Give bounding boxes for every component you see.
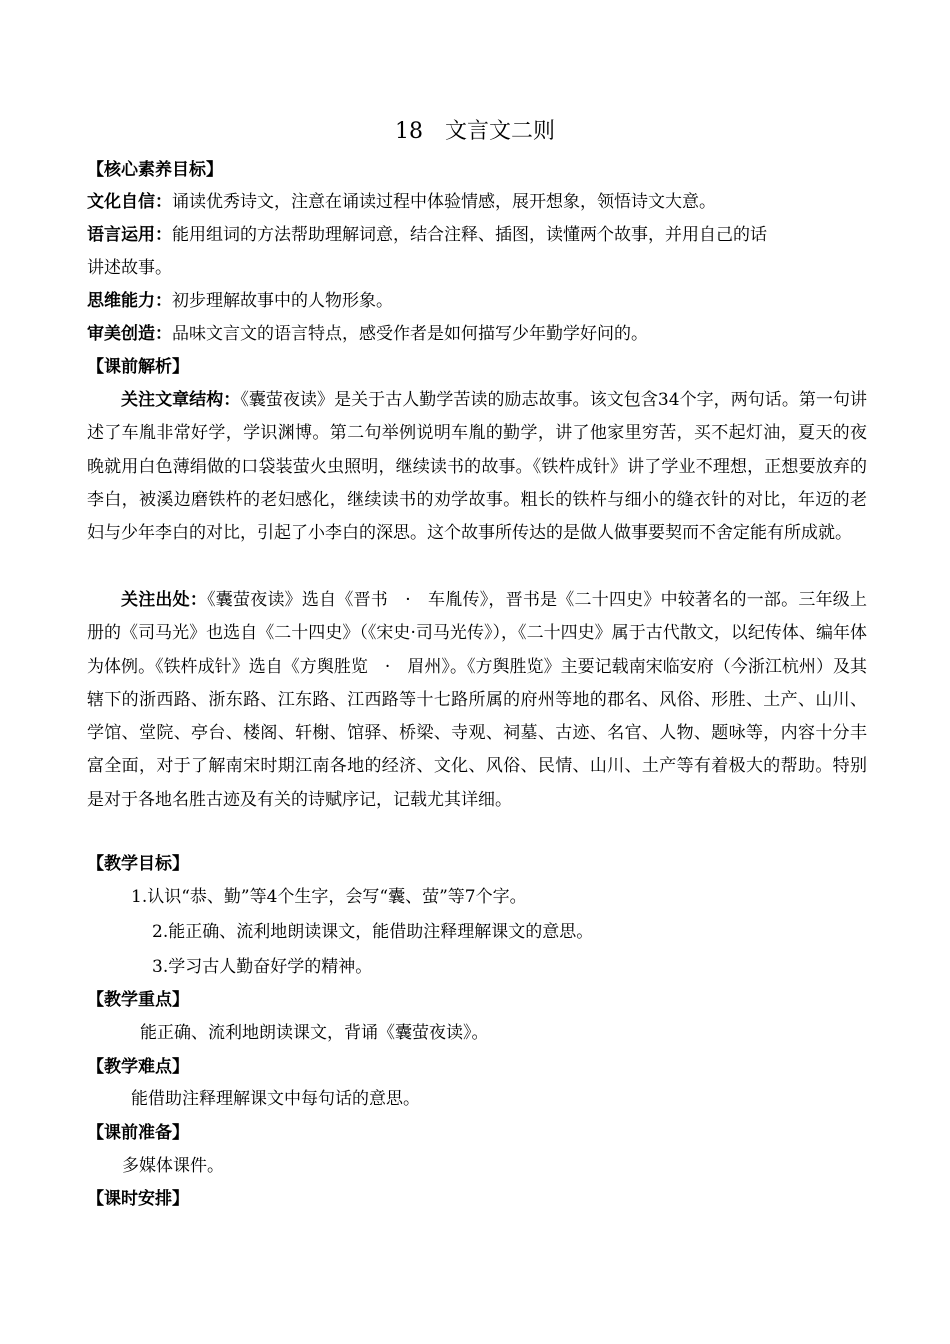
goal-thinking-label: 思维能力： <box>87 291 172 311</box>
analysis-structure-text: 《囊萤夜读》是关于古人勤学苦读的励志故事。该文包含34个字，两句话。第一句讲述了车胤非常好学，学识渊博。第二句举例说明车胤的勤学，讲了他家里穷苦，买不起灯油，夏天的夜晚就用白色薄绢做的口袋装萤火虫照明，继续读书的故事。《铁杵成针》讲了学业不理想，正想要放弃的李白，被溪边磨铁杵的老妇感化，继续读书的劝学故事。粗长的铁杵与细小的缝衣针的对比，年迈的老妇与少年李白的对比，引起了小李白的深思。这个故事所传达的是做人做事要契而不舍定能有所成就。 <box>87 390 867 544</box>
goal-language <box>87 223 867 247</box>
analysis-structure-paragraph <box>87 384 867 550</box>
goal-culture-label: 文化自信： <box>87 192 172 212</box>
analysis-source-paragraph <box>87 584 867 817</box>
teaching-goal-item: 2.能正确、流利地朗读课文，能借助注释理解课文的意思。 <box>152 922 594 942</box>
analysis-structure-label: 关注文章结构： <box>121 390 241 410</box>
analysis-source-text: 《囊萤夜读》选自《晋书 · 车胤传》，晋书是《二十四史》中较著名的一部。三年级上册的《司马光》也选自《二十四史》（《宋史·司马光传》），《二十四史》属于古代散文，以纪传体、编年体为体例。《铁杵成针》选自《方舆胜览 · 眉州》。《方舆胜览》主要记载南宋临安府（今浙江杭州）及其辖下的浙西路、浙东路、江东路、江西路等十七路所属的府州等地的郡名、风俗、形胜、土产、山川、学馆、堂院、亭台、楼阁、轩榭、馆驿、桥梁、寺观、祠墓、古迹、名官、人物、题咏等，内容十分丰富全面，对于了解南宋时期江南各地的经济、文化、风俗、民情、山川、土产等有着极大的帮助。特别是对于各地名胜古迹及有关的诗赋序记，记载尤其详细。 <box>87 590 867 810</box>
goal-culture-text: 诵读优秀诗文，注意在诵读过程中体验情感，展开想象，领悟诗文大意。 <box>172 192 716 212</box>
section-pre-analysis: 【课前解析】 <box>87 357 189 377</box>
section-teaching-goals: 【教学目标】 <box>87 854 189 874</box>
page-title: 18 文言文二则 <box>395 119 555 144</box>
goal-language-label: 语言运用： <box>87 225 172 245</box>
goal-culture <box>87 190 867 214</box>
section-preparation: 【课前准备】 <box>87 1123 189 1143</box>
analysis-source-label: 关注出处： <box>121 590 208 610</box>
goal-language-cont: 讲述故事。 <box>87 258 172 278</box>
goal-thinking <box>87 289 867 313</box>
preparation-text: 多媒体课件。 <box>122 1156 224 1176</box>
section-core-goals: 【核心素养目标】 <box>87 160 223 180</box>
section-schedule: 【课时安排】 <box>87 1189 189 1209</box>
difficult-points-text: 能借助注释理解课文中每句话的意思。 <box>131 1089 420 1109</box>
goal-language-text: 能用组词的方法帮助理解词意，结合注释、插图，读懂两个故事，并用自己的话 <box>172 225 767 245</box>
teaching-goal-item: 1.认识“恭、勤”等4个生字，会写“囊、萤”等7个字。 <box>131 887 527 907</box>
teaching-goal-item: 3.学习古人勤奋好学的精神。 <box>152 957 373 977</box>
section-key-points: 【教学重点】 <box>87 990 189 1010</box>
goal-aesthetic <box>87 322 867 346</box>
goal-aesthetic-label: 审美创造： <box>87 324 172 344</box>
section-difficult-points: 【教学难点】 <box>87 1057 189 1077</box>
goal-aesthetic-text: 品味文言文的语言特点，感受作者是如何描写少年勤学好问的。 <box>172 324 648 344</box>
key-points-text: 能正确、流利地朗读课文，背诵《囊萤夜读》。 <box>140 1023 489 1043</box>
goal-thinking-text: 初步理解故事中的人物形象。 <box>172 291 393 311</box>
